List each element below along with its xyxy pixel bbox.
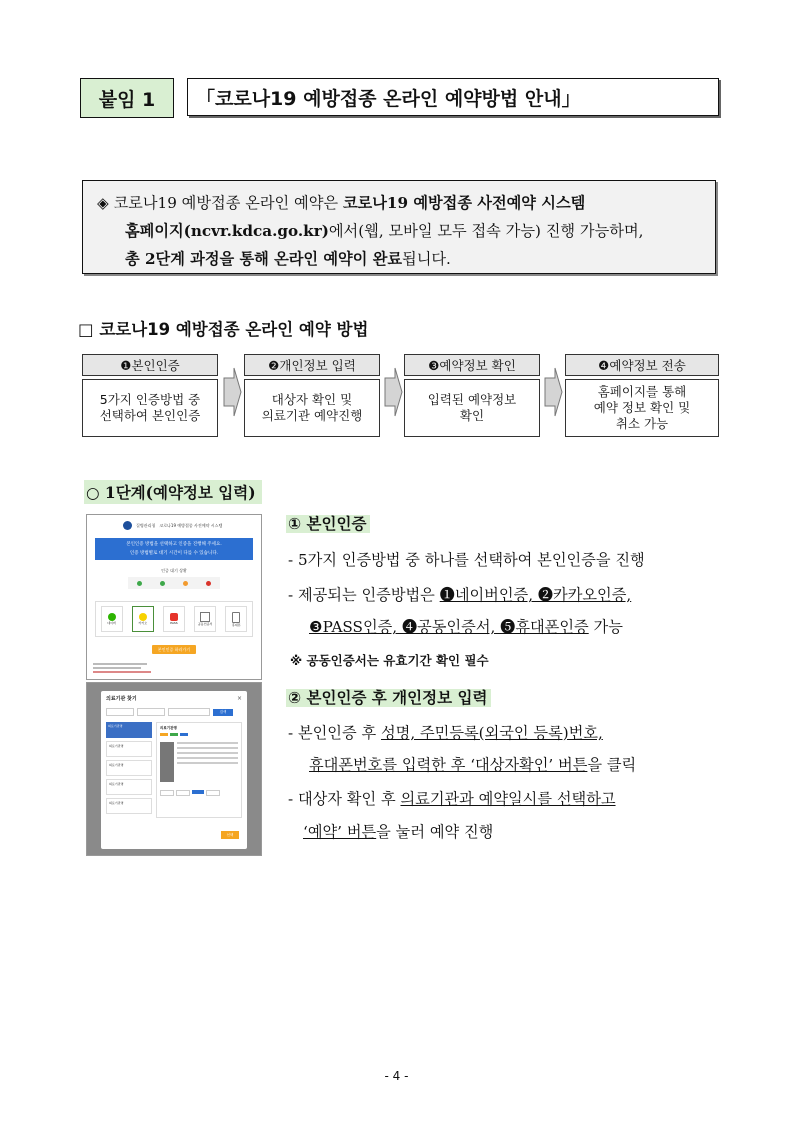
notice-line-3: 총 2단계 과정을 통해 온라인 예약이 완료됩니다.: [125, 250, 451, 268]
wait-status-row: [128, 577, 220, 589]
notice-line-2: 홈페이지(ncvr.kdca.go.kr)에서(웹, 모바일 모두 접속 가능) 진행 가능하며,: [125, 222, 644, 240]
item-2-bullet-2: - 대상자 확인 후 의료기관과 예약일시를 선택하고: [288, 790, 616, 808]
naver-auth-option[interactable]: 네이버: [101, 606, 123, 632]
item-1-heading: ① 본인인증: [286, 512, 370, 534]
clinic-list-item[interactable]: 의료기관명: [106, 779, 152, 795]
clinic-list-item[interactable]: 의료기관명: [106, 760, 152, 776]
close-icon[interactable]: ×: [236, 695, 242, 702]
date-slots: [160, 790, 238, 796]
clinic-modal: 의료기관 찾기 × 검색 의료기관명 의료기관명 의료기관명 의료기관명 의료기관명 의료기관명 선택: [101, 691, 247, 849]
phone-auth-option[interactable]: 휴대폰: [225, 606, 247, 632]
notice-line-1: ◈ 코로나19 예방접종 온라인 예약은 코로나19 예방접종 사전예약 시스템: [97, 194, 586, 212]
clinic-search-input[interactable]: [168, 708, 210, 716]
step-1-body: 5가지 인증방법 중 선택하여 본인인증: [82, 379, 218, 437]
attachment-tag: 붙임 1: [80, 78, 174, 118]
clinic-list-item[interactable]: 의료기관명: [106, 741, 152, 757]
item-2-bullet-2-cont: ‘예약’ 버튼을 눌러 예약 진행: [303, 823, 494, 841]
date-slot[interactable]: [176, 790, 190, 796]
region-select[interactable]: [106, 708, 134, 716]
stage-1-label: ○ 1단계(예약정보 입력): [84, 480, 262, 504]
date-slot[interactable]: [192, 790, 204, 794]
page-number: - 4 -: [384, 1069, 409, 1083]
naver-icon: [108, 613, 116, 621]
certificate-icon: [200, 612, 210, 622]
step-arrow-1: [222, 366, 242, 418]
clinic-list-item[interactable]: 의료기관명: [106, 798, 152, 814]
step-2-head: ❷개인정보 입력: [244, 354, 380, 376]
clinic-detail: 의료기관명: [156, 722, 242, 818]
clinic-list-item[interactable]: 의료기관명: [106, 722, 152, 738]
pass-icon: [170, 613, 178, 621]
item-1-bullet-1: - 5가지 인증방법 중 하나를 선택하여 본인인증을 진행: [288, 551, 645, 569]
status-dot-red-icon: [206, 581, 211, 586]
clinic-search-button[interactable]: 검색: [213, 709, 233, 716]
modal-confirm-button[interactable]: 선택: [221, 831, 239, 839]
step-1-head: ❶본인인증: [82, 354, 218, 376]
item-1-bullet-2: - 제공되는 인증방법은 ❶네이버인증, ❷카카오인증,: [288, 586, 632, 604]
status-dot-green-icon: [137, 581, 142, 586]
district-select[interactable]: [137, 708, 165, 716]
kakao-icon: [139, 613, 147, 621]
step-3-body: 입력된 예약정보 확인: [404, 379, 540, 437]
step-4-body: 홈페이지를 통해 예약 정보 확인 및 취소 가능: [565, 379, 719, 437]
date-slot[interactable]: [160, 790, 174, 796]
clinic-list: [106, 722, 152, 818]
document-title: 「코로나19 예방접종 온라인 예약방법 안내」: [187, 78, 719, 116]
step-4-head: ❹예약정보 전송: [565, 354, 719, 376]
item-2-bullet-1: - 본인인증 후 성명, 주민등록(외국인 등록)번호,: [288, 724, 603, 742]
clinic-modal-screenshot: [86, 682, 262, 856]
kakao-auth-option[interactable]: 카카오: [132, 606, 154, 632]
kdca-logo-icon: [123, 521, 132, 530]
step-3-head: ❸예약정보 확인: [404, 354, 540, 376]
date-slot[interactable]: [206, 790, 220, 796]
step-2-body: 대상자 확인 및 의료기관 예약진행: [244, 379, 380, 437]
item-2-bullet-1-cont: 휴대폰번호를 입력한 후 ‘대상자확인’ 버튼을 클릭: [309, 756, 637, 774]
footer-lines: [93, 663, 261, 673]
step-arrow-3: [543, 366, 563, 418]
item-2-heading: ② 본인인증 후 개인정보 입력: [286, 686, 491, 708]
auth-confirm-button[interactable]: 본인인증 하러가기: [152, 645, 196, 654]
auth-page-screenshot: 질병관리청 코로나19 예방접종 사전예약 시스템 본인인증 방법을 선택하고 인증을 진행해 주세요. 인증 방법별로 대기 시간이 다를 수 있습니다. 인증 대기 상황 네이버 카카오 PASS 공동인증서 휴대폰 본인인증 하러가기: [86, 514, 262, 680]
wait-status-title: 인증 대기 상황: [161, 568, 187, 573]
notice-box: [82, 180, 716, 274]
certificate-auth-option[interactable]: 공동인증서: [194, 606, 216, 632]
item-1-bullet-2-cont: ❸PASS인증, ❹공동인증서, ❺휴대폰인증 가능: [309, 618, 623, 636]
step-arrow-2: [383, 366, 403, 418]
section-title: □ 코로나19 예방접종 온라인 예약 방법: [78, 320, 369, 339]
status-dot-orange-icon: [183, 581, 188, 586]
certificate-note: ※ 공동인증서는 유효기간 확인 필수: [290, 653, 489, 668]
pass-auth-option[interactable]: PASS: [163, 606, 185, 632]
auth-banner: 본인인증 방법을 선택하고 인증을 진행해 주세요. 인증 방법별로 대기 시간이 다를 수 있습니다.: [95, 538, 253, 560]
status-dot-green-icon: [160, 581, 165, 586]
auth-method-list: [95, 601, 253, 637]
phone-icon: [232, 612, 240, 623]
